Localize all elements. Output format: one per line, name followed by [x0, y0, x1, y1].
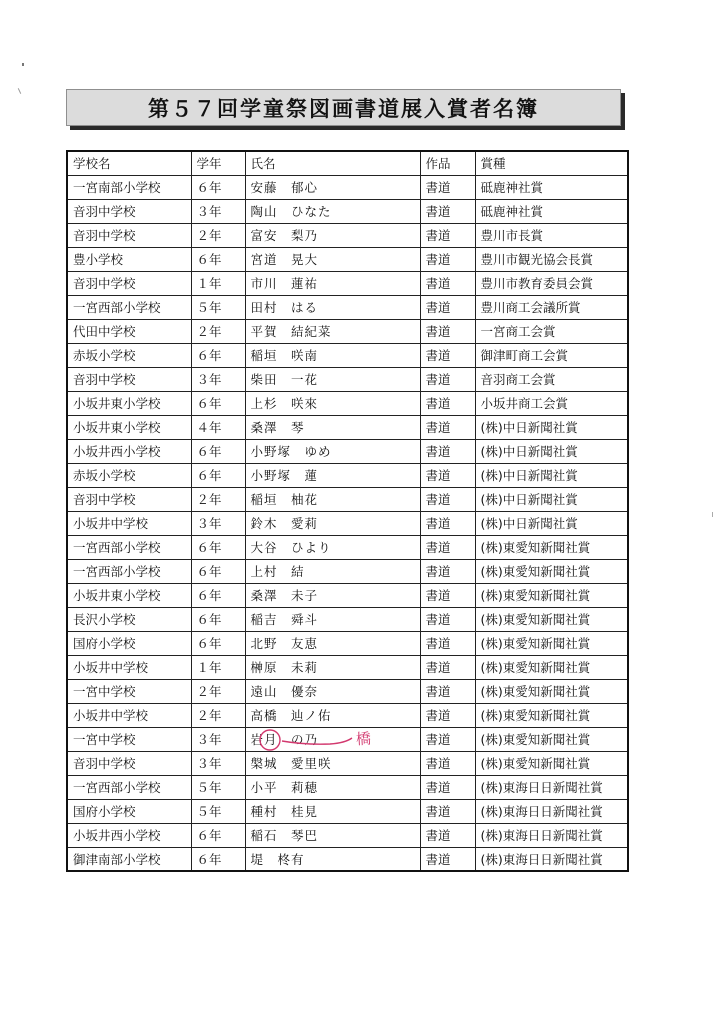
cell-grade: ６年 [191, 439, 245, 463]
cell-grade: ２年 [191, 319, 245, 343]
cell-work: 書道 [420, 727, 475, 751]
cell-name: 高橋 辿ノ佑 [245, 703, 420, 727]
cell-school: 一宮南部小学校 [67, 175, 191, 199]
cell-award: (株)東愛知新聞社賞 [475, 583, 628, 607]
cell-award: (株)東愛知新聞社賞 [475, 679, 628, 703]
cell-work: 書道 [420, 391, 475, 415]
cell-school: 御津南部小学校 [67, 847, 191, 871]
table-row [67, 607, 628, 631]
table-row [67, 703, 628, 727]
cell-name: 小平 莉穂 [245, 775, 420, 799]
cell-name: 種村 桂見 [245, 799, 420, 823]
cell-school: 音羽中学校 [67, 487, 191, 511]
cell-grade: ３年 [191, 199, 245, 223]
cell-school: 国府小学校 [67, 799, 191, 823]
handwritten-correction-text: 橋 [355, 729, 372, 749]
cell-school: 音羽中学校 [67, 751, 191, 775]
cell-work: 書道 [420, 583, 475, 607]
cell-name: 岩月 の乃 [245, 727, 420, 751]
cell-school: 長沢小学校 [67, 607, 191, 631]
cell-grade: ６年 [191, 391, 245, 415]
cell-school: 音羽中学校 [67, 199, 191, 223]
cell-name: 堤 柊有 [245, 847, 420, 871]
cell-grade: ２年 [191, 679, 245, 703]
cell-school: 小坂井中学校 [67, 703, 191, 727]
cell-name: 鈴木 愛莉 [245, 511, 420, 535]
cell-name: 桑澤 未子 [245, 583, 420, 607]
cell-award: (株)東愛知新聞社賞 [475, 655, 628, 679]
cell-name: 陶山 ひなた [245, 199, 420, 223]
cell-grade: ５年 [191, 799, 245, 823]
cell-work: 書道 [420, 559, 475, 583]
table-row [67, 199, 628, 223]
cell-school: 一宮中学校 [67, 679, 191, 703]
cell-award: 音羽商工会賞 [475, 367, 628, 391]
cell-name: 稲吉 舜斗 [245, 607, 420, 631]
header-grade: 学年 [191, 151, 245, 175]
table-row [67, 319, 628, 343]
cell-name: 上杉 咲來 [245, 391, 420, 415]
cell-name: 小野塚 ゆめ [245, 439, 420, 463]
cell-name: 桑澤 琴 [245, 415, 420, 439]
cell-work: 書道 [420, 415, 475, 439]
header-work: 作品 [420, 151, 475, 175]
cell-school: 小坂井東小学校 [67, 391, 191, 415]
cell-work: 書道 [420, 319, 475, 343]
cell-work: 書道 [420, 679, 475, 703]
cell-school: 豊小学校 [67, 247, 191, 271]
cell-award: (株)中日新聞社賞 [475, 511, 628, 535]
cell-award: (株)東海日日新聞社賞 [475, 847, 628, 871]
cell-award: 御津町商工会賞 [475, 343, 628, 367]
cell-name: 平賀 結紀菜 [245, 319, 420, 343]
cell-name: 大谷 ひより [245, 535, 420, 559]
cell-grade: ６年 [191, 535, 245, 559]
cell-grade: ３年 [191, 727, 245, 751]
table-row [67, 559, 628, 583]
cell-award: 小坂井商工会賞 [475, 391, 628, 415]
cell-award: (株)東愛知新聞社賞 [475, 631, 628, 655]
cell-grade: ６年 [191, 559, 245, 583]
cell-award: (株)東愛知新聞社賞 [475, 703, 628, 727]
cell-award: (株)中日新聞社賞 [475, 439, 628, 463]
table-row [67, 247, 628, 271]
cell-award: (株)東愛知新聞社賞 [475, 535, 628, 559]
cell-work: 書道 [420, 247, 475, 271]
table-row [67, 463, 628, 487]
cell-award: (株)東海日日新聞社賞 [475, 823, 628, 847]
cell-work: 書道 [420, 799, 475, 823]
cell-work: 書道 [420, 823, 475, 847]
cell-name: 田村 はる [245, 295, 420, 319]
cell-school: 小坂井中学校 [67, 655, 191, 679]
header-name: 氏名 [245, 151, 420, 175]
cell-name: 北野 友恵 [245, 631, 420, 655]
page-title: 第５７回学童祭図画書道展入賞者名簿 [148, 96, 539, 121]
cell-grade: ２年 [191, 487, 245, 511]
table-header-row [67, 151, 628, 175]
cell-school: 代田中学校 [67, 319, 191, 343]
cell-grade: ６年 [191, 247, 245, 271]
table-row [67, 847, 628, 871]
cell-grade: ６年 [191, 631, 245, 655]
scan-speck [712, 512, 713, 517]
table-row [67, 751, 628, 775]
cell-award: 砥鹿神社賞 [475, 199, 628, 223]
cell-grade: ６年 [191, 463, 245, 487]
cell-school: 一宮西部小学校 [67, 775, 191, 799]
table-row [67, 655, 628, 679]
cell-name: 稲垣 柚花 [245, 487, 420, 511]
cell-school: 一宮西部小学校 [67, 559, 191, 583]
cell-school: 音羽中学校 [67, 223, 191, 247]
cell-work: 書道 [420, 607, 475, 631]
cell-work: 書道 [420, 775, 475, 799]
cell-work: 書道 [420, 631, 475, 655]
cell-school: 音羽中学校 [67, 367, 191, 391]
cell-work: 書道 [420, 439, 475, 463]
cell-award: (株)東愛知新聞社賞 [475, 607, 628, 631]
cell-name: 榊原 未莉 [245, 655, 420, 679]
cell-work: 書道 [420, 199, 475, 223]
table-row [67, 439, 628, 463]
cell-name: 柴田 一花 [245, 367, 420, 391]
cell-name: 小野塚 蓮 [245, 463, 420, 487]
cell-school: 一宮中学校 [67, 727, 191, 751]
cell-grade: ５年 [191, 295, 245, 319]
table-row [67, 823, 628, 847]
table-row [67, 679, 628, 703]
cell-award: 豊川市観光協会長賞 [475, 247, 628, 271]
cell-grade: ６年 [191, 175, 245, 199]
cell-school: 小坂井西小学校 [67, 823, 191, 847]
cell-school: 音羽中学校 [67, 271, 191, 295]
cell-work: 書道 [420, 535, 475, 559]
cell-grade: ６年 [191, 343, 245, 367]
cell-name: 市川 蓮祐 [245, 271, 420, 295]
cell-award: 豊川市長賞 [475, 223, 628, 247]
cell-name: 上村 結 [245, 559, 420, 583]
cell-work: 書道 [420, 271, 475, 295]
scan-speck [22, 63, 24, 66]
cell-award: (株)東海日日新聞社賞 [475, 799, 628, 823]
cell-name: 遠山 優奈 [245, 679, 420, 703]
cell-award: (株)東海日日新聞社賞 [475, 775, 628, 799]
cell-work: 書道 [420, 655, 475, 679]
cell-grade: ３年 [191, 751, 245, 775]
cell-work: 書道 [420, 463, 475, 487]
title-banner [66, 89, 621, 126]
cell-grade: ６年 [191, 583, 245, 607]
cell-school: 赤坂小学校 [67, 343, 191, 367]
cell-name: 稲石 琴巴 [245, 823, 420, 847]
header-award: 賞種 [475, 151, 628, 175]
table-row [67, 799, 628, 823]
cell-award: (株)東愛知新聞社賞 [475, 727, 628, 751]
cell-grade: １年 [191, 271, 245, 295]
cell-grade: ３年 [191, 511, 245, 535]
cell-work: 書道 [420, 751, 475, 775]
cell-grade: ４年 [191, 415, 245, 439]
cell-work: 書道 [420, 343, 475, 367]
cell-name: 稲垣 咲南 [245, 343, 420, 367]
cell-grade: ２年 [191, 223, 245, 247]
cell-work: 書道 [420, 223, 475, 247]
cell-work: 書道 [420, 847, 475, 871]
cell-school: 一宮西部小学校 [67, 295, 191, 319]
cell-grade: ６年 [191, 823, 245, 847]
cell-grade: ６年 [191, 847, 245, 871]
header-school: 学校名 [67, 151, 191, 175]
cell-work: 書道 [420, 295, 475, 319]
table-row [67, 583, 628, 607]
cell-school: 小坂井西小学校 [67, 439, 191, 463]
cell-school: 国府小学校 [67, 631, 191, 655]
cell-school: 小坂井中学校 [67, 511, 191, 535]
cell-work: 書道 [420, 703, 475, 727]
cell-award: (株)中日新聞社賞 [475, 415, 628, 439]
cell-grade: ２年 [191, 703, 245, 727]
table-row [67, 415, 628, 439]
cell-award: 豊川市教育委員会賞 [475, 271, 628, 295]
table-row [67, 391, 628, 415]
table-row [67, 367, 628, 391]
table-row [67, 775, 628, 799]
table-row [67, 343, 628, 367]
table-row [67, 223, 628, 247]
cell-work: 書道 [420, 511, 475, 535]
cell-award: 砥鹿神社賞 [475, 175, 628, 199]
table-row [67, 271, 628, 295]
scan-speck [18, 88, 21, 94]
table-row [67, 631, 628, 655]
cell-name: 安藤 郁心 [245, 175, 420, 199]
cell-award: 豊川商工会議所賞 [475, 295, 628, 319]
cell-school: 小坂井東小学校 [67, 415, 191, 439]
cell-school: 一宮西部小学校 [67, 535, 191, 559]
cell-school: 小坂井東小学校 [67, 583, 191, 607]
cell-work: 書道 [420, 175, 475, 199]
cell-award: (株)東愛知新聞社賞 [475, 751, 628, 775]
cell-award: (株)中日新聞社賞 [475, 463, 628, 487]
cell-work: 書道 [420, 487, 475, 511]
award-table [66, 150, 629, 872]
table-row [67, 487, 628, 511]
table-row [67, 295, 628, 319]
cell-grade: １年 [191, 655, 245, 679]
cell-award: (株)中日新聞社賞 [475, 487, 628, 511]
table-row [67, 727, 628, 751]
cell-name: 槃城 愛里咲 [245, 751, 420, 775]
table-row [67, 175, 628, 199]
cell-grade: ６年 [191, 607, 245, 631]
cell-grade: ３年 [191, 367, 245, 391]
cell-name: 富安 梨乃 [245, 223, 420, 247]
cell-grade: ５年 [191, 775, 245, 799]
table-row [67, 511, 628, 535]
cell-work: 書道 [420, 367, 475, 391]
cell-name: 宮道 晃大 [245, 247, 420, 271]
cell-award: 一宮商工会賞 [475, 319, 628, 343]
cell-award: (株)東愛知新聞社賞 [475, 559, 628, 583]
cell-school: 赤坂小学校 [67, 463, 191, 487]
table-row [67, 535, 628, 559]
